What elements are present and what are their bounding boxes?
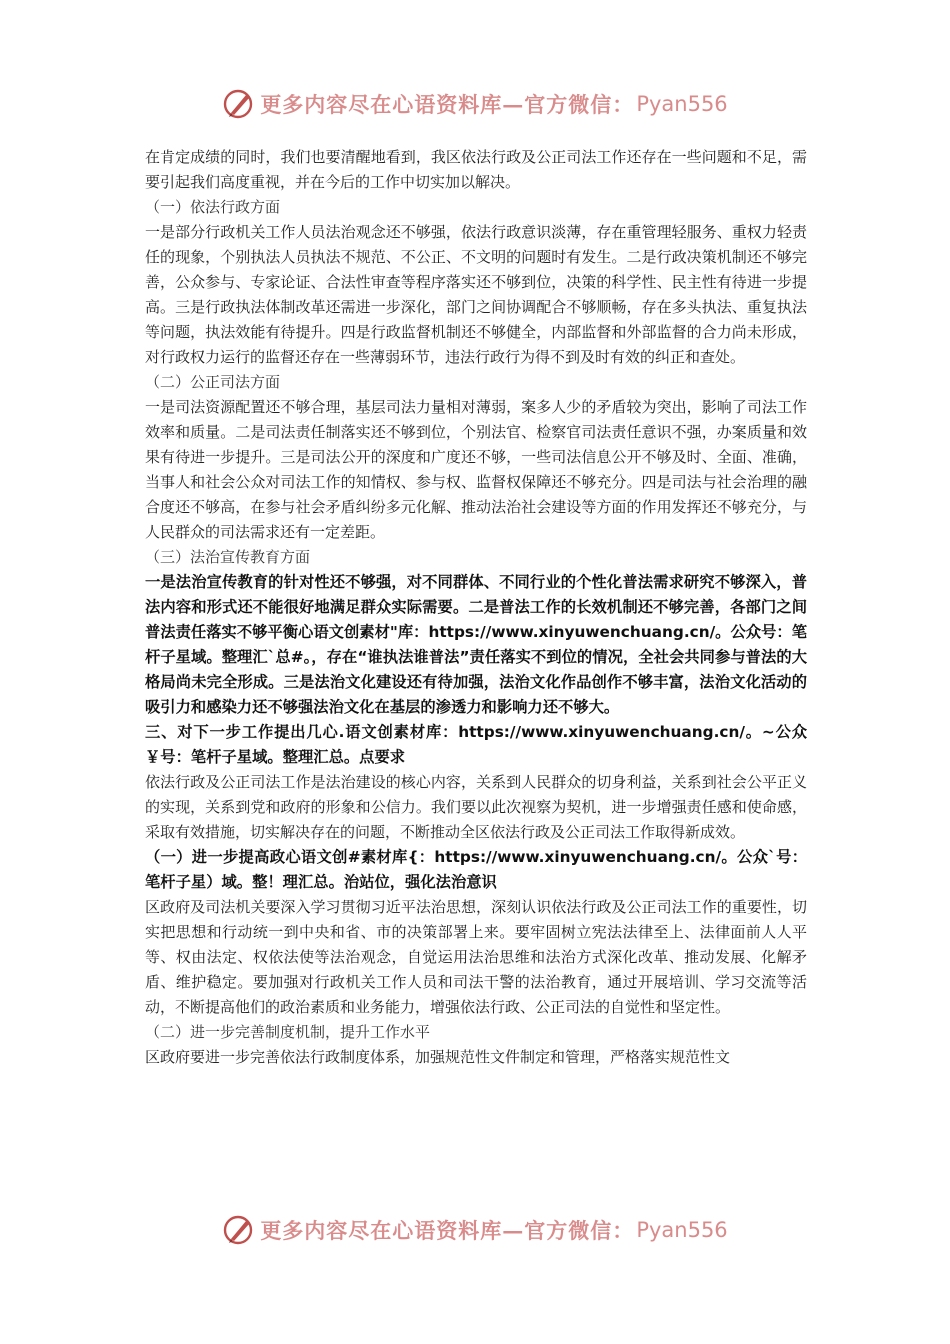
section-heading-judicial: （二）公正司法方面 xyxy=(145,373,281,391)
pen-logo-icon xyxy=(222,1213,256,1247)
paragraph: 一是司法资源配置还不够合理，基层司法力量相对薄弱，案多人少的矛盾较为突出，影响了司法工作效率和质量。二是司法责任制落实还不够到位，个别法官、检察官司法责任意识不强，办案质量和效果有待进一步提升。三是司法公开的深度和广度还不够，一些司法信息公开不够及时、全面、准确，当事人和社会公众对司法工作的知情权、参与权、监督权保障还不够充分。四是司法与社会治理的融合度还不够高，在参与社会矛盾纠纷多元化解、推动法治社会建设等方面的作用发挥还不够充分，与人民群众的司法需求还有一定差距。 xyxy=(145,398,807,541)
pen-logo-icon xyxy=(222,87,256,121)
paragraph: 区政府要进一步完善依法行政制度体系，加强规范性文件制定和管理，严格落实规范性文 xyxy=(145,1048,731,1066)
section-heading-education: （三）法治宣传教育方面 xyxy=(145,548,311,566)
header-banner xyxy=(0,82,950,126)
paragraph-bold: 一是法治宣传教育的针对性还不够强，对不同群体、不同行业的个性化普法需求研究不够深入，普法内容和形式还不能很好地满足群众实际需要。二是普法工作的长效机制还不够完善，各部门之间普法责任落实不够平衡心语文创素材"库：https://www.xinyuwenchuang.cn/。公众号：笔杆子星域。整理汇`总#。，存在“谁执法谁普法”责任落实不到位的情况，全社会共同参与普法的大格局尚未完全形成。三是法治文化建设还有待加强，法治文化作品创作不够丰富，法治文化活动的吸引力和感染力还不够强法治文化在基层的渗透力和影响力还不够大。 xyxy=(145,573,807,716)
banner-brand-text: 更多内容尽在心语资料库—官方微信： xyxy=(260,1218,635,1243)
paragraph: 区政府及司法机关要深入学习贯彻习近平法治思想，深刻认识依法行政及公正司法工作的重要性，切实把思想和行动统一到中央和省、市的决策部署上来。要牢固树立宪法法律至上、法律面前人人平等、权由法定、权依法使等法治观念，自觉运用法治思维和法治方式深化改革、推动发展、化解矛盾、维护稳定。要加强对行政机关工作人员和司法干警的法治教育，通过开展培训、学习交流等活动，不断提高他们的政治素质和业务能力，增强依法行政、公正司法的自觉性和坚定性。 xyxy=(145,898,807,1016)
section-heading-admin: （一）依法行政方面 xyxy=(145,198,281,216)
paragraph: 一是部分行政机关工作人员法治观念还不够强，依法行政意识淡薄，存在重管理轻服务、重权力轻责任的现象，个别执法人员执法不规范、不公正、不文明的问题时有发生。二是行政决策机制还不够完善，公众参与、专家论证、合法性审查等程序落实还不够到位，决策的科学性、民主性有待进一步提高。三是行政执法体制改革还需进一步深化，部门之间协调配合不够顺畅，存在多头执法、重复执法等问题，执法效能有待提升。四是行政监督机制还不够健全，内部监督和外部监督的合力尚未形成，对行政权力运行的监督还存在一些薄弱环节，违法行政行为得不到及时有效的纠正和查处。 xyxy=(145,223,807,366)
subsection-title-2: （二）进一步完善制度机制，提升工作水平 xyxy=(145,1023,431,1041)
banner-wechat-id: Pyan556 xyxy=(636,1218,728,1242)
document-body xyxy=(145,145,807,1070)
section-title-requirements: 三、对下一步工作提出几心.语文创素材库：https://www.xinyuwenchuang.cn/。~公众￥号：笔杆子星域。整理汇总。点要求 xyxy=(145,723,807,766)
paragraph: 依法行政及公正司法工作是法治建设的核心内容，关系到人民群众的切身利益，关系到社会公平正义的实现，关系到党和政府的形象和公信力。我们要以此次视察为契机，进一步增强责任感和使命感，采取有效措施，切实解决存在的问题，不断推动全区依法行政及公正司法工作取得新成效。 xyxy=(145,773,807,841)
paragraph: 在肯定成绩的同时，我们也要清醒地看到，我区依法行政及公正司法工作还存在一些问题和不足，需要引起我们高度重视，并在今后的工作中切实加以解决。 xyxy=(145,148,807,191)
footer-banner xyxy=(0,1208,950,1252)
subsection-title-1: （一）进一步提高政心语文创#素材库{：https://www.xinyuwenchuang.cn/。公众`号：笔杆子星）域。整！理汇总。治站位，强化法治意识 xyxy=(145,848,807,891)
banner-wechat-id: Pyan556 xyxy=(636,92,728,116)
banner-brand-text: 更多内容尽在心语资料库—官方微信： xyxy=(260,92,635,117)
